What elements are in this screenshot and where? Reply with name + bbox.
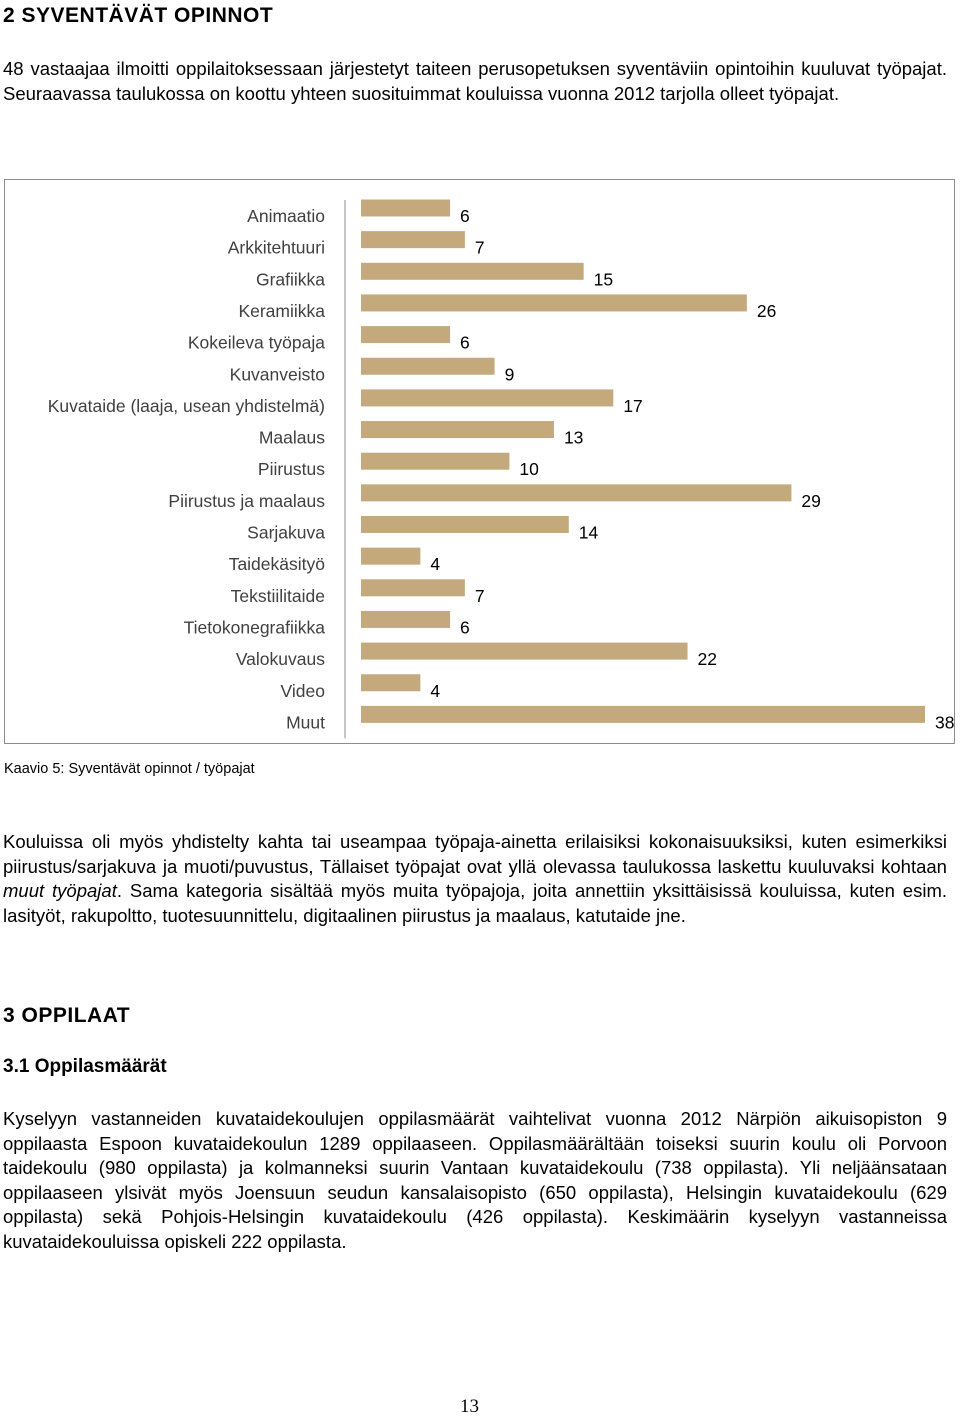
bar xyxy=(361,643,688,660)
bar xyxy=(361,674,420,691)
bar xyxy=(361,579,465,596)
paragraph-text-part1: Kouluissa oli myös yhdistelty kahta tai useampaa työpaja-ainetta erilaisiksi kokonaisuuksiksi, kuten esimerkiksi piirustus/sarjakuva ja muoti/puvustus, Tällaiset työpajat ovat yllä olevassa taulukossa laskettu kuuluvaksi kohtaan xyxy=(3,831,953,877)
bar xyxy=(361,326,450,343)
data-label: 10 xyxy=(519,459,539,480)
category-label: Keramiikka xyxy=(238,300,325,321)
combined-workshops-paragraph xyxy=(3,830,953,928)
pupil-counts-subheading: 3.1 Oppilasmäärät xyxy=(3,1056,167,1077)
category-label: Tekstiilitaide xyxy=(230,585,325,606)
category-label: Piirustus xyxy=(257,459,325,480)
data-label: 6 xyxy=(460,206,470,226)
data-label: 4 xyxy=(430,680,441,701)
bar xyxy=(361,389,613,406)
data-label: 22 xyxy=(697,649,717,670)
bar xyxy=(361,200,450,217)
paragraph-italic-term: muut työpajat xyxy=(3,880,117,902)
category-label: Muut xyxy=(286,712,325,733)
data-label: 38 xyxy=(935,712,954,733)
category-label: Valokuvaus xyxy=(235,649,325,670)
data-label: 15 xyxy=(593,269,614,290)
data-label: 13 xyxy=(563,427,584,448)
category-label: Arkkitehtuuri xyxy=(227,237,325,258)
bar xyxy=(361,453,509,470)
data-label: 4 xyxy=(430,554,441,575)
chart-caption: Kaavio 5: Syventävät opinnot / työpajat xyxy=(4,761,255,777)
paragraph-text-part2: . Sama kategoria sisältää myös muita työpajoja, joita annettiin yksittäisissä kouluissa, kuten esim. lasityöt, rakupoltto, tuotesuunnittelu, digitaalinen piirustus ja maalaus, katutaide jne. xyxy=(3,880,953,926)
data-label: 6 xyxy=(460,617,470,638)
pupils-heading: 3 OPPILAAT xyxy=(3,1004,131,1027)
data-label: 7 xyxy=(474,585,485,606)
category-label: Kokeileva työpaja xyxy=(187,332,325,353)
category-label: Grafiikka xyxy=(255,269,325,290)
bar xyxy=(361,263,584,280)
category-label: Animaatio xyxy=(247,206,325,226)
bar-chart-svg xyxy=(5,180,954,743)
intro-paragraph: 48 vastaajaa ilmoitti oppilaitoksessaan järjestetyt taiteen perusopetuksen syventäviin opintoihin kuuluvat työpajat. Seuraavassa taulukossa on koottu yhteen suosituimmat kouluissa vuonna 2012 tarjolla olleet työpajat. xyxy=(3,58,947,104)
category-label: Sarjakuva xyxy=(247,522,325,543)
bar xyxy=(361,231,465,248)
data-label: 7 xyxy=(474,237,485,258)
pupil-counts-paragraph: Kyselyyn vastanneiden kuvataidekoulujen oppilasmäärät vaihtelivat vuonna 2012 Närpiön aikuisopiston 9 oppilaasta Espoon kuvataidekoulun 1289 oppilaaseen. Oppilasmäärältään toiseksi suurin koulu oli Porvoon taidekoulu (980 oppilasta) ja kolmanneksi suurin Vantaan kuvataidekoulu (738 oppilasta). Yli neljäänsataan oppilaaseen ylsivät myös Joensuun seudun kansalaisopisto (650 oppilasta), Helsingin kuvataidekoulu (629 oppilasta) sekä Pohjois-Helsingin kuvataidekoulu (426 oppilasta). Keskimäärin kyselyyn vastanneissa kuvataidekouluissa opiskeli 222 oppilasta. xyxy=(3,1108,947,1252)
bar xyxy=(361,421,554,438)
data-label: 6 xyxy=(460,332,470,353)
category-label: Kuvataide (laaja, usean yhdistelmä) xyxy=(47,395,325,416)
data-label: 14 xyxy=(578,522,599,543)
bar xyxy=(361,484,791,501)
category-label: Maalaus xyxy=(258,427,325,448)
data-label: 26 xyxy=(756,300,777,321)
category-label: Taidekäsityö xyxy=(228,554,325,575)
bar xyxy=(361,358,495,375)
bar xyxy=(361,294,747,311)
category-label: Piirustus ja maalaus xyxy=(168,490,325,511)
category-label: Video xyxy=(280,680,325,701)
page-number: 13 xyxy=(460,1396,479,1417)
bar xyxy=(361,706,925,723)
bar xyxy=(361,611,450,628)
bar xyxy=(361,548,420,565)
category-label: Tietokonegrafiikka xyxy=(183,617,325,638)
data-label: 17 xyxy=(623,395,643,416)
data-label: 9 xyxy=(504,364,515,385)
workshop-chart xyxy=(4,179,955,744)
section-heading: 2 SYVENTÄVÄT OPINNOT xyxy=(3,4,274,27)
bar xyxy=(361,516,569,533)
category-label: Kuvanveisto xyxy=(229,364,325,385)
data-label: 29 xyxy=(801,490,821,511)
